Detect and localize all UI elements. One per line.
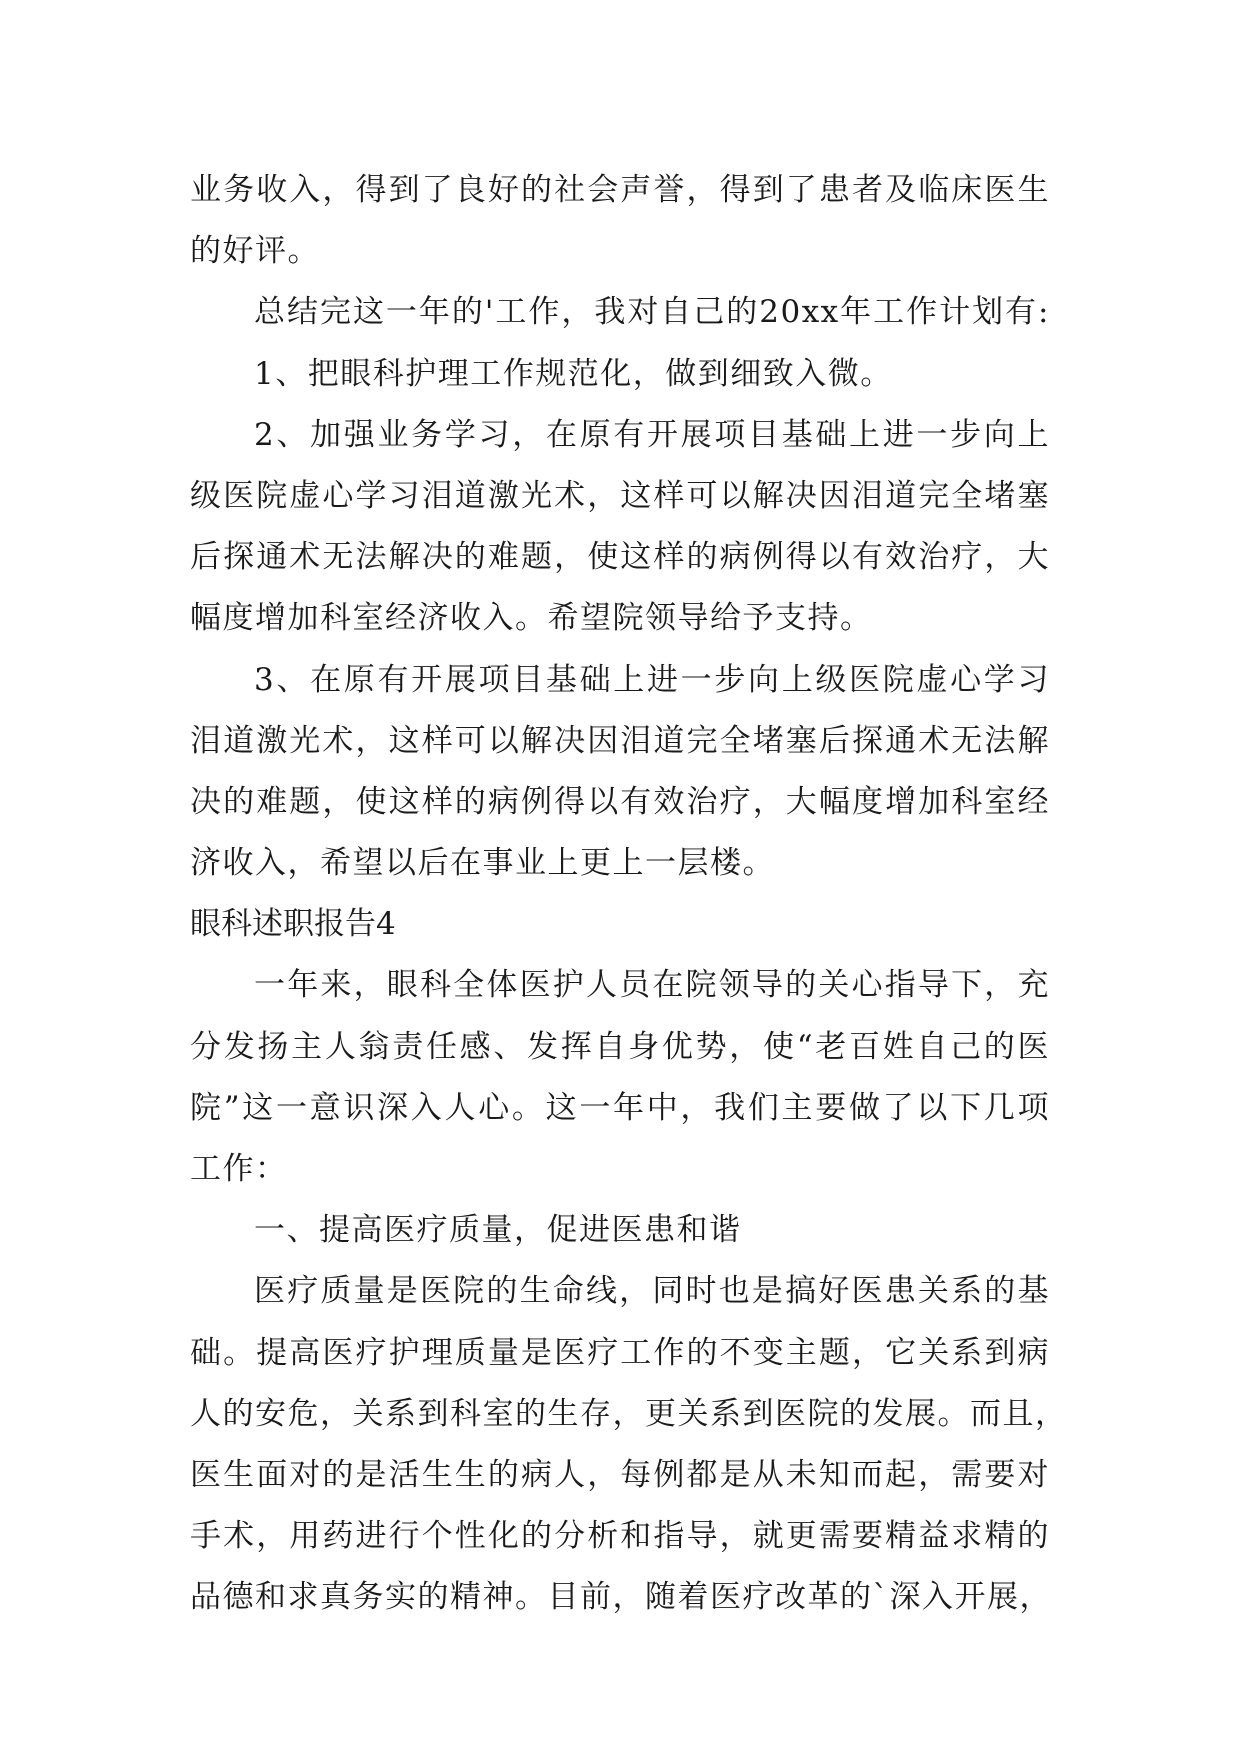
document-body xyxy=(190,160,1068,1629)
section-heading xyxy=(190,894,1050,955)
paragraph xyxy=(190,282,1050,343)
paragraph xyxy=(190,955,1050,1200)
text-line: 2、加强业务学习，在原有开展项目基础上进一步向上 xyxy=(254,416,1050,453)
text-line: 3、在原有开展项目基础上进一步向上级医院虚心学习 xyxy=(254,661,1050,698)
paragraph xyxy=(190,1200,1050,1261)
text-line: 幅度增加科室经济收入。希望院领导给予支持。 xyxy=(190,600,873,637)
text-line: 分发扬主人翁责任感、发挥自身优势，使“老百姓自己的医 xyxy=(190,1028,1050,1065)
text-line: 一、提高医疗质量，促进医患和谐 xyxy=(254,1212,742,1249)
text-line: 院”这一意识深入人心。这一年中，我们主要做了以下几项 xyxy=(190,1089,1050,1126)
paragraph xyxy=(190,344,1050,405)
text-line: 品德和求真务实的精神。目前，随着医疗改革的`深入开展， xyxy=(190,1579,1052,1616)
text-line: 人的安危，关系到科室的生存，更关系到医院的发展。而且， xyxy=(190,1395,1068,1432)
text-line: 手术，用药进行个性化的分析和指导，就更需要精益求精的 xyxy=(190,1518,1050,1555)
text-line: 1、把眼科护理工作规范化，做到细致入微。 xyxy=(254,355,893,392)
text-line: 总结完这一年的'工作，我对自己的20xx年工作计划有: xyxy=(254,294,1050,331)
text-line: 医生面对的是活生生的病人，每例都是从未知而起，需要对 xyxy=(190,1456,1050,1493)
heading-text: 眼科述职报告4 xyxy=(190,906,396,943)
paragraph xyxy=(190,160,1050,282)
text-line: 泪道激光术，这样可以解决因泪道完全堵塞后探通术无法解 xyxy=(190,722,1050,759)
text-line: 工作： xyxy=(190,1151,288,1187)
paragraph xyxy=(190,650,1050,895)
text-line: 后探通术无法解决的难题，使这样的病例得以有效治疗，大 xyxy=(190,539,1050,576)
text-line: 一年来，眼科全体医护人员在院领导的关心指导下，充 xyxy=(254,967,1050,1004)
text-line: 医疗质量是医院的生命线，同时也是搞好医患关系的基 xyxy=(254,1273,1050,1310)
text-line: 础。提高医疗护理质量是医疗工作的不变主题，它关系到病 xyxy=(190,1334,1050,1371)
paragraph xyxy=(190,405,1050,650)
text-line: 级医院虚心学习泪道激光术，这样可以解决因泪道完全堵塞 xyxy=(190,477,1050,514)
text-line: 的好评。 xyxy=(190,233,320,270)
text-line: 决的难题，使这样的病例得以有效治疗，大幅度增加科室经 xyxy=(190,783,1050,820)
paragraph xyxy=(190,1261,1068,1628)
text-line: 济收入，希望以后在事业上更上一层楼。 xyxy=(190,845,775,882)
text-line: 业务收入，得到了良好的社会声誉，得到了患者及临床医生 xyxy=(190,172,1050,208)
